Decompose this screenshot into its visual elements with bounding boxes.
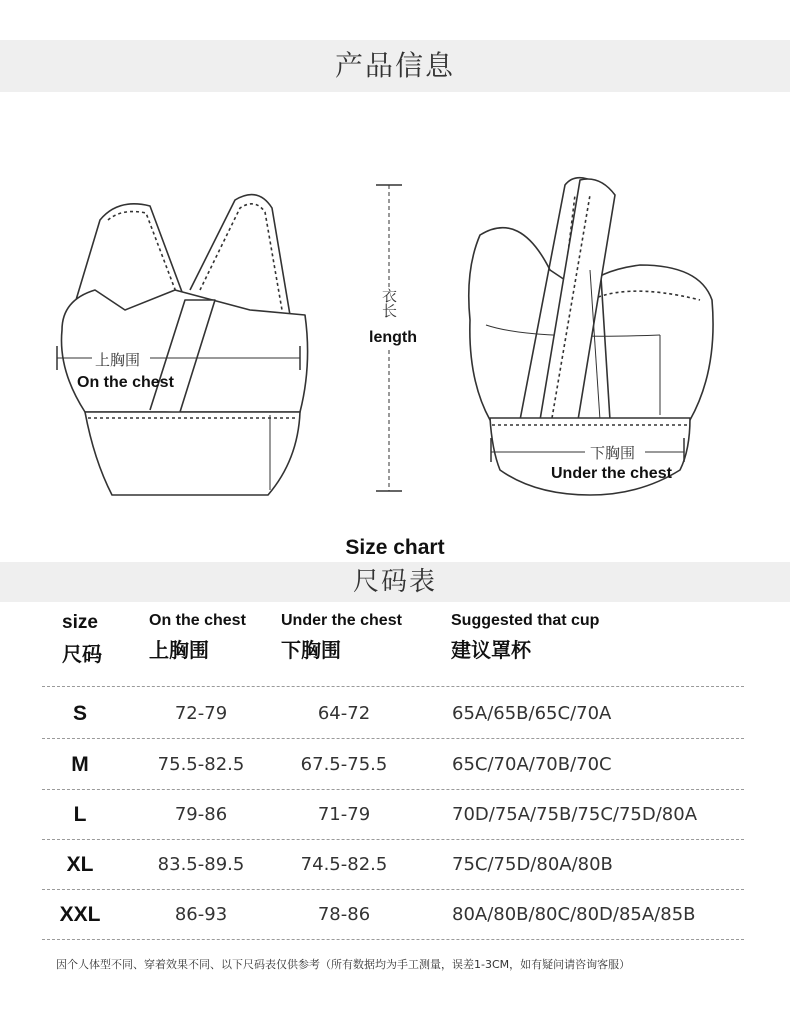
header-cup-en: Suggested that cup <box>451 612 600 629</box>
product-info-banner <box>0 40 790 92</box>
under-cell: 78-86 <box>317 904 371 925</box>
table-divider <box>42 686 744 687</box>
header-cup <box>451 612 599 663</box>
table-row <box>0 740 790 790</box>
length-label-cn: 衣长 <box>380 288 398 318</box>
table-row <box>0 890 790 940</box>
header-chest-cn: 上胸围 <box>149 638 209 662</box>
size-cell: XL <box>66 853 94 876</box>
header-size <box>62 612 102 667</box>
size-cell: S <box>72 702 87 725</box>
header-size-cn: 尺码 <box>62 642 102 666</box>
under-label-cn: 下胸围 <box>590 444 636 462</box>
cup-cell: 80A/80B/80C/80D/85A/85B <box>452 904 696 925</box>
size-cell: M <box>71 753 89 776</box>
header-under-en: Under the chest <box>281 612 402 629</box>
cup-cell: 75C/75D/80A/80B <box>452 854 613 875</box>
chest-cell: 75.5-82.5 <box>157 754 245 775</box>
under-cell: 71-79 <box>317 804 371 825</box>
measurement-note: 因个人体型不同、穿着效果不同、以下尺码表仅供参考（所有数据均为手工测量，误差1-3CM，如有疑问请咨询客服） <box>56 958 631 971</box>
chest-label-en: On the chest <box>77 374 174 391</box>
cup-cell: 65A/65B/65C/70A <box>452 703 612 724</box>
header-under-cn: 下胸围 <box>281 638 341 662</box>
under-label-en: Under the chest <box>551 465 672 482</box>
size-chart-title: 尺码表 <box>352 567 437 597</box>
chest-cell: 72-79 <box>174 703 228 724</box>
cup-cell: 65C/70A/70B/70C <box>452 754 612 775</box>
chest-cell: 83.5-89.5 <box>157 854 245 875</box>
header-chest <box>149 612 246 663</box>
under-cell: 74.5-82.5 <box>300 854 388 875</box>
chest-cell: 86-93 <box>174 904 228 925</box>
table-row <box>0 790 790 840</box>
header-under <box>281 612 402 663</box>
header-chest-en: On the chest <box>149 612 246 629</box>
front-view-drawing <box>57 195 308 495</box>
table-row <box>0 689 790 739</box>
table-row <box>0 840 790 890</box>
size-cell: XXL <box>59 903 101 926</box>
size-cell: L <box>73 803 87 826</box>
cup-cell: 70D/75A/75B/75C/75D/80A <box>452 804 698 825</box>
product-info-title: 产品信息 <box>334 49 455 82</box>
size-chart-label: Size chart <box>345 536 445 559</box>
garment-illustration <box>0 150 790 520</box>
header-size-en: size <box>62 612 98 633</box>
under-cell: 67.5-75.5 <box>300 754 388 775</box>
header-cup-cn: 建议罩杯 <box>451 638 531 662</box>
chest-cell: 79-86 <box>174 804 228 825</box>
chest-label-cn: 上胸围 <box>95 351 141 369</box>
under-cell: 64-72 <box>317 703 371 724</box>
size-chart-banner <box>0 562 790 602</box>
length-label-en: length <box>369 329 417 346</box>
